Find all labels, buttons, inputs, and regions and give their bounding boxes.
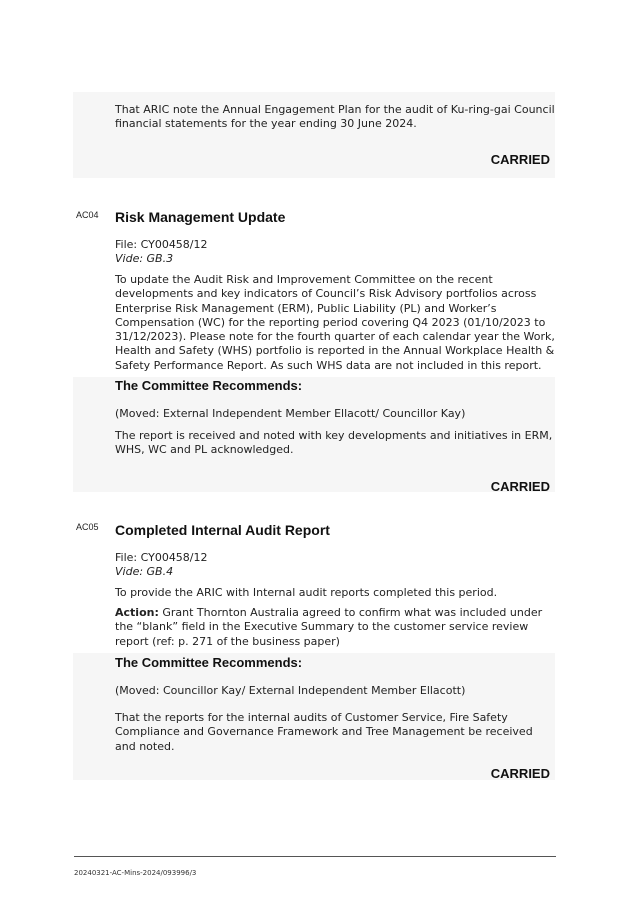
intro-carried-status: CARRIED [490, 152, 550, 167]
vide-reference-ac05: Vide: GB.4 [115, 565, 174, 578]
moved-text-ac05: (Moved: Councillor Kay/ External Independent Member Ellacott) [115, 684, 466, 697]
footer-divider [74, 856, 556, 857]
footer-reference: 20240321-AC-Mins-2024/093996/3 [74, 869, 197, 877]
resolution-text-ac05: That the reports for the internal audits of Customer Service, Fire Safety Compliance and Governance Framework and Tree Management be received and noted. [115, 711, 533, 753]
purpose-text-ac05: To provide the ARIC with Internal audit reports completed this period. [115, 586, 498, 599]
vide-reference-ac04: Vide: GB.3 [115, 252, 174, 265]
action-text: Grant Thornton Australia agreed to confirm what was included under the “blank” field in the Executive Summary to the customer service review report (ref: p. 271 of the business paper) [115, 606, 543, 648]
moved-text-ac04: (Moved: External Independent Member Ellacott/ Councillor Kay) [115, 407, 466, 420]
item-title-ac04: Risk Management Update [115, 209, 286, 225]
recommends-heading-ac04: The Committee Recommends: [115, 378, 303, 393]
action-label: Action: [115, 606, 159, 619]
file-reference-ac05: File: CY00458/12 [115, 551, 208, 564]
purpose-text-ac04: To update the Audit Risk and Improvement Committee on the recent developments and key indicators of Council’s Risk Advisory portfolios across Enterprise Risk Management (ERM), Public Liability (PL) and Worker’s Compensation (WC) for the reporting period covering Q4 2023 (01/10/2023 to 31/12/2023). Please note for the fourth quarter of each calendar year the Work, Health and Safety (WHS) portfolio is reported in the Annual Workplace Health & Safety Performance Report. As such WHS data are not included in this report. [115, 273, 555, 372]
carried-status-ac04: CARRIED [490, 479, 550, 494]
recommends-heading-ac05: The Committee Recommends: [115, 655, 303, 670]
resolution-text-ac04: The report is received and noted with key developments and initiatives in ERM, WHS, WC and PL acknowledged. [115, 429, 553, 457]
action-note-ac05 [115, 606, 555, 649]
intro-resolution-text: That ARIC note the Annual Engagement Plan for the audit of Ku-ring-gai Council financial statements for the year ending 30 June 2024. [115, 103, 555, 131]
item-code-ac04: AC04 [76, 210, 99, 220]
item-code-ac05: AC05 [76, 522, 99, 532]
file-reference-ac04: File: CY00458/12 [115, 238, 208, 251]
carried-status-ac05: CARRIED [490, 766, 550, 781]
item-title-ac05: Completed Internal Audit Report [115, 522, 330, 538]
